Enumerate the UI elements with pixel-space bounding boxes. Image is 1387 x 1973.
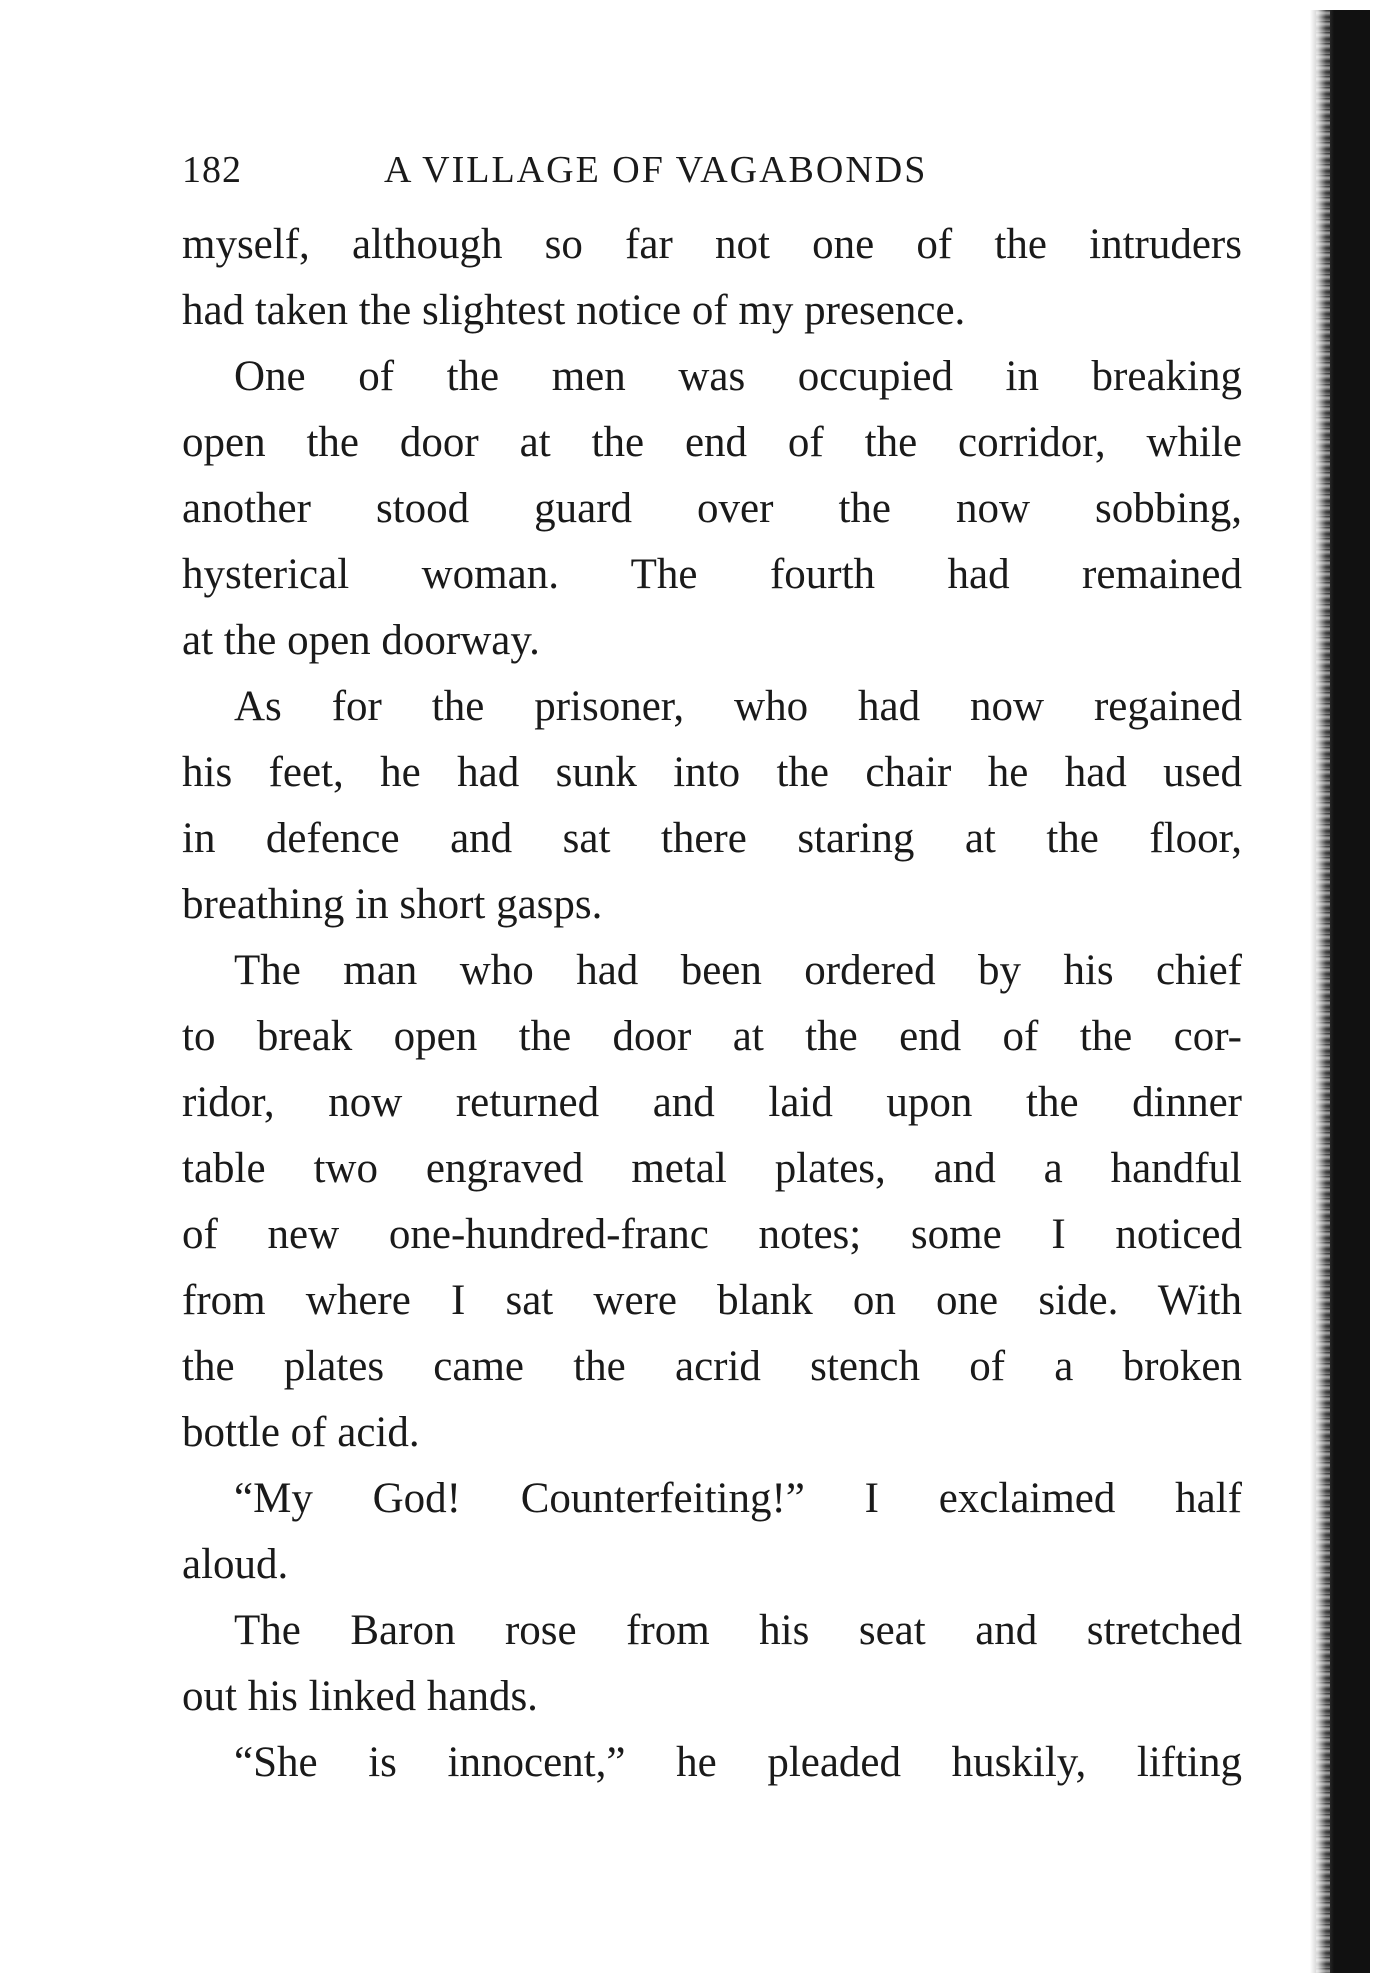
text-line: his feet, he had sunk into the chair he had used — [182, 749, 1242, 796]
text-line: in defence and sat there staring at the floor, — [182, 815, 1242, 862]
page-number: 182 — [182, 149, 242, 191]
text-line: The Baron rose from his seat and stretched — [234, 1607, 1242, 1654]
text-line: myself, although so far not one of the intruders — [182, 221, 1242, 268]
text-line: aloud. — [182, 1541, 289, 1588]
text-line: table two engraved metal plates, and a handful — [182, 1145, 1242, 1192]
text-line: ridor, now returned and laid upon the dinner — [182, 1079, 1242, 1126]
text-line: “My God! Counterfeiting!” I exclaimed half — [234, 1475, 1242, 1522]
text-line: As for the prisoner, who had now regained — [234, 683, 1242, 730]
binding-gutter-texture — [1316, 10, 1330, 1973]
text-line: at the open doorway. — [182, 617, 540, 664]
text-line: bottle of acid. — [182, 1409, 420, 1456]
page-header — [182, 140, 1242, 200]
text-line: out his linked hands. — [182, 1673, 538, 1720]
text-line: hysterical woman. The fourth had remained — [182, 551, 1242, 598]
text-line: from where I sat were blank on one side. With — [182, 1277, 1242, 1324]
text-line: One of the men was occupied in breaking — [234, 353, 1242, 400]
text-line: another stood guard over the now sobbing, — [182, 485, 1242, 532]
text-line: The man who had been ordered by his chief — [234, 947, 1242, 994]
text-line: of new one-hundred-franc notes; some I noticed — [182, 1211, 1242, 1258]
text-line: open the door at the end of the corridor, while — [182, 419, 1242, 466]
text-line: to break open the door at the end of the cor- — [182, 1013, 1242, 1060]
text-line: the plates came the acrid stench of a broken — [182, 1343, 1242, 1390]
text-line: had taken the slightest notice of my presence. — [182, 287, 966, 334]
text-line: breathing in short gasps. — [182, 881, 603, 928]
running-head: A VILLAGE OF VAGABONDS — [384, 149, 928, 191]
body-text — [182, 212, 1242, 1796]
text-line: “She is innocent,” he pleaded huskily, lifting — [234, 1739, 1242, 1786]
